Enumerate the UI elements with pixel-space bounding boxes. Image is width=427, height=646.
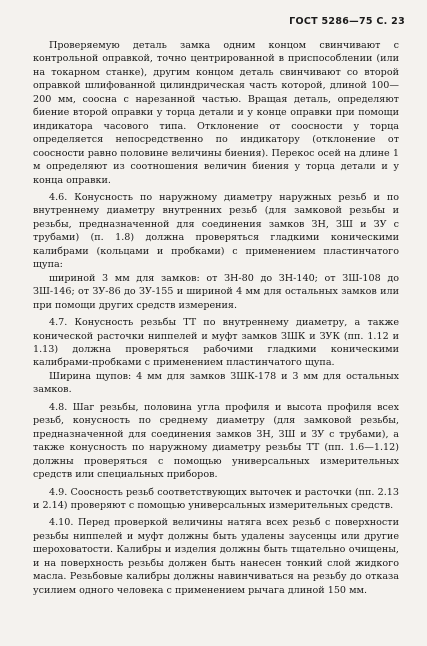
page-header: ГОСТ 5286—75 С. 23 bbox=[289, 16, 405, 27]
document-body bbox=[33, 39, 399, 597]
paragraph-4-6: 4.6. Конусность по наружному диаметру наружных резьб и по внутреннему диаметру внутренних резьб (для замковой резьбы и резьбы, предназначенной для соединения замков ЗН, ЗШ и ЗУ с трубами) (п. 1.8) должна проверяться гладкими коническими калибрами (кольцами и пробками) с применением пластинчатого щупа: bbox=[33, 191, 399, 271]
paragraph-4-10: 4.10. Перед проверкой величины натяга всех резьб с поверхности резьбы ниппелей и муфт должны быть удалены заусенцы или другие шероховатости. Калибры и изделия должны быть тщательно очищены, и на поверхность резьбы должен быть нанесен тонкий слой жидкого масла. Резьбовые калибры должны навинчиваться на резьбу до отказа усилием одного человека с применением рычага длиной 150 мм. bbox=[33, 517, 399, 596]
paragraph-4-7: 4.7. Конусность резьбы ТТ по внутреннему диаметру, а также конической расточки ниппелей и муфт замков ЗШК и ЗУК (пп. 1.12 и 1.13) должна проверяться рабочими гладкими коническими калибрами-пробками с применением пластинчатого щупа. bbox=[33, 317, 399, 369]
paragraph-intro: Проверяемую деталь замка одним концом свинчивают с контрольной оправкой, точно центрированной в приспособлении (или на токарном станке), другим концом деталь свинчивают со второй оправкой шлифованной цилиндрическая часть которой, длиной 100—200 мм, соосна с нарезанной частью. Вращая деталь, определяют биение второй оправки у торца детали и у конце оправки при помощи индикатора часового типа. Отклонение от соосности у торца определяется непосредственно по индикатору (отклонение от соосности равно половине величины биения). Перекос осей на длине 1 м определяют из соотношения величин биения у торца детали и у конца оправки. bbox=[33, 40, 399, 186]
paragraph-4-6-width: шириной 3 мм для замков: от ЗН-80 до ЗН-140; от ЗШ-108 до ЗШ-146; от ЗУ-86 до ЗУ-155 и шириной 4 мм для остальных замков или при помощи других средств измерения. bbox=[33, 272, 399, 311]
paragraph-4-8: 4.8. Шаг резьбы, половина угла профиля и высота профиля всех резьб, конусность по среднему диаметру (для замковой резьбы, предназначенной для соединения замков ЗН, ЗШ и ЗУ с трубами), а также конусность по наружному диаметру резьбы ТТ (пп. 1.6—1.12) должны проверяться с помощью универсальных измерительных средств или специальных приборов. bbox=[33, 401, 399, 481]
paragraph-4-7-width: Ширина щупов: 4 мм для замков ЗШК-178 и 3 мм для остальных замков. bbox=[33, 370, 399, 396]
paragraph-4-9: 4.9. Соосность резьб соответствующих выточек и расточки (пп. 2.13 и 2.14) проверяют с помощью универсальных измерительных средств. bbox=[33, 486, 399, 511]
